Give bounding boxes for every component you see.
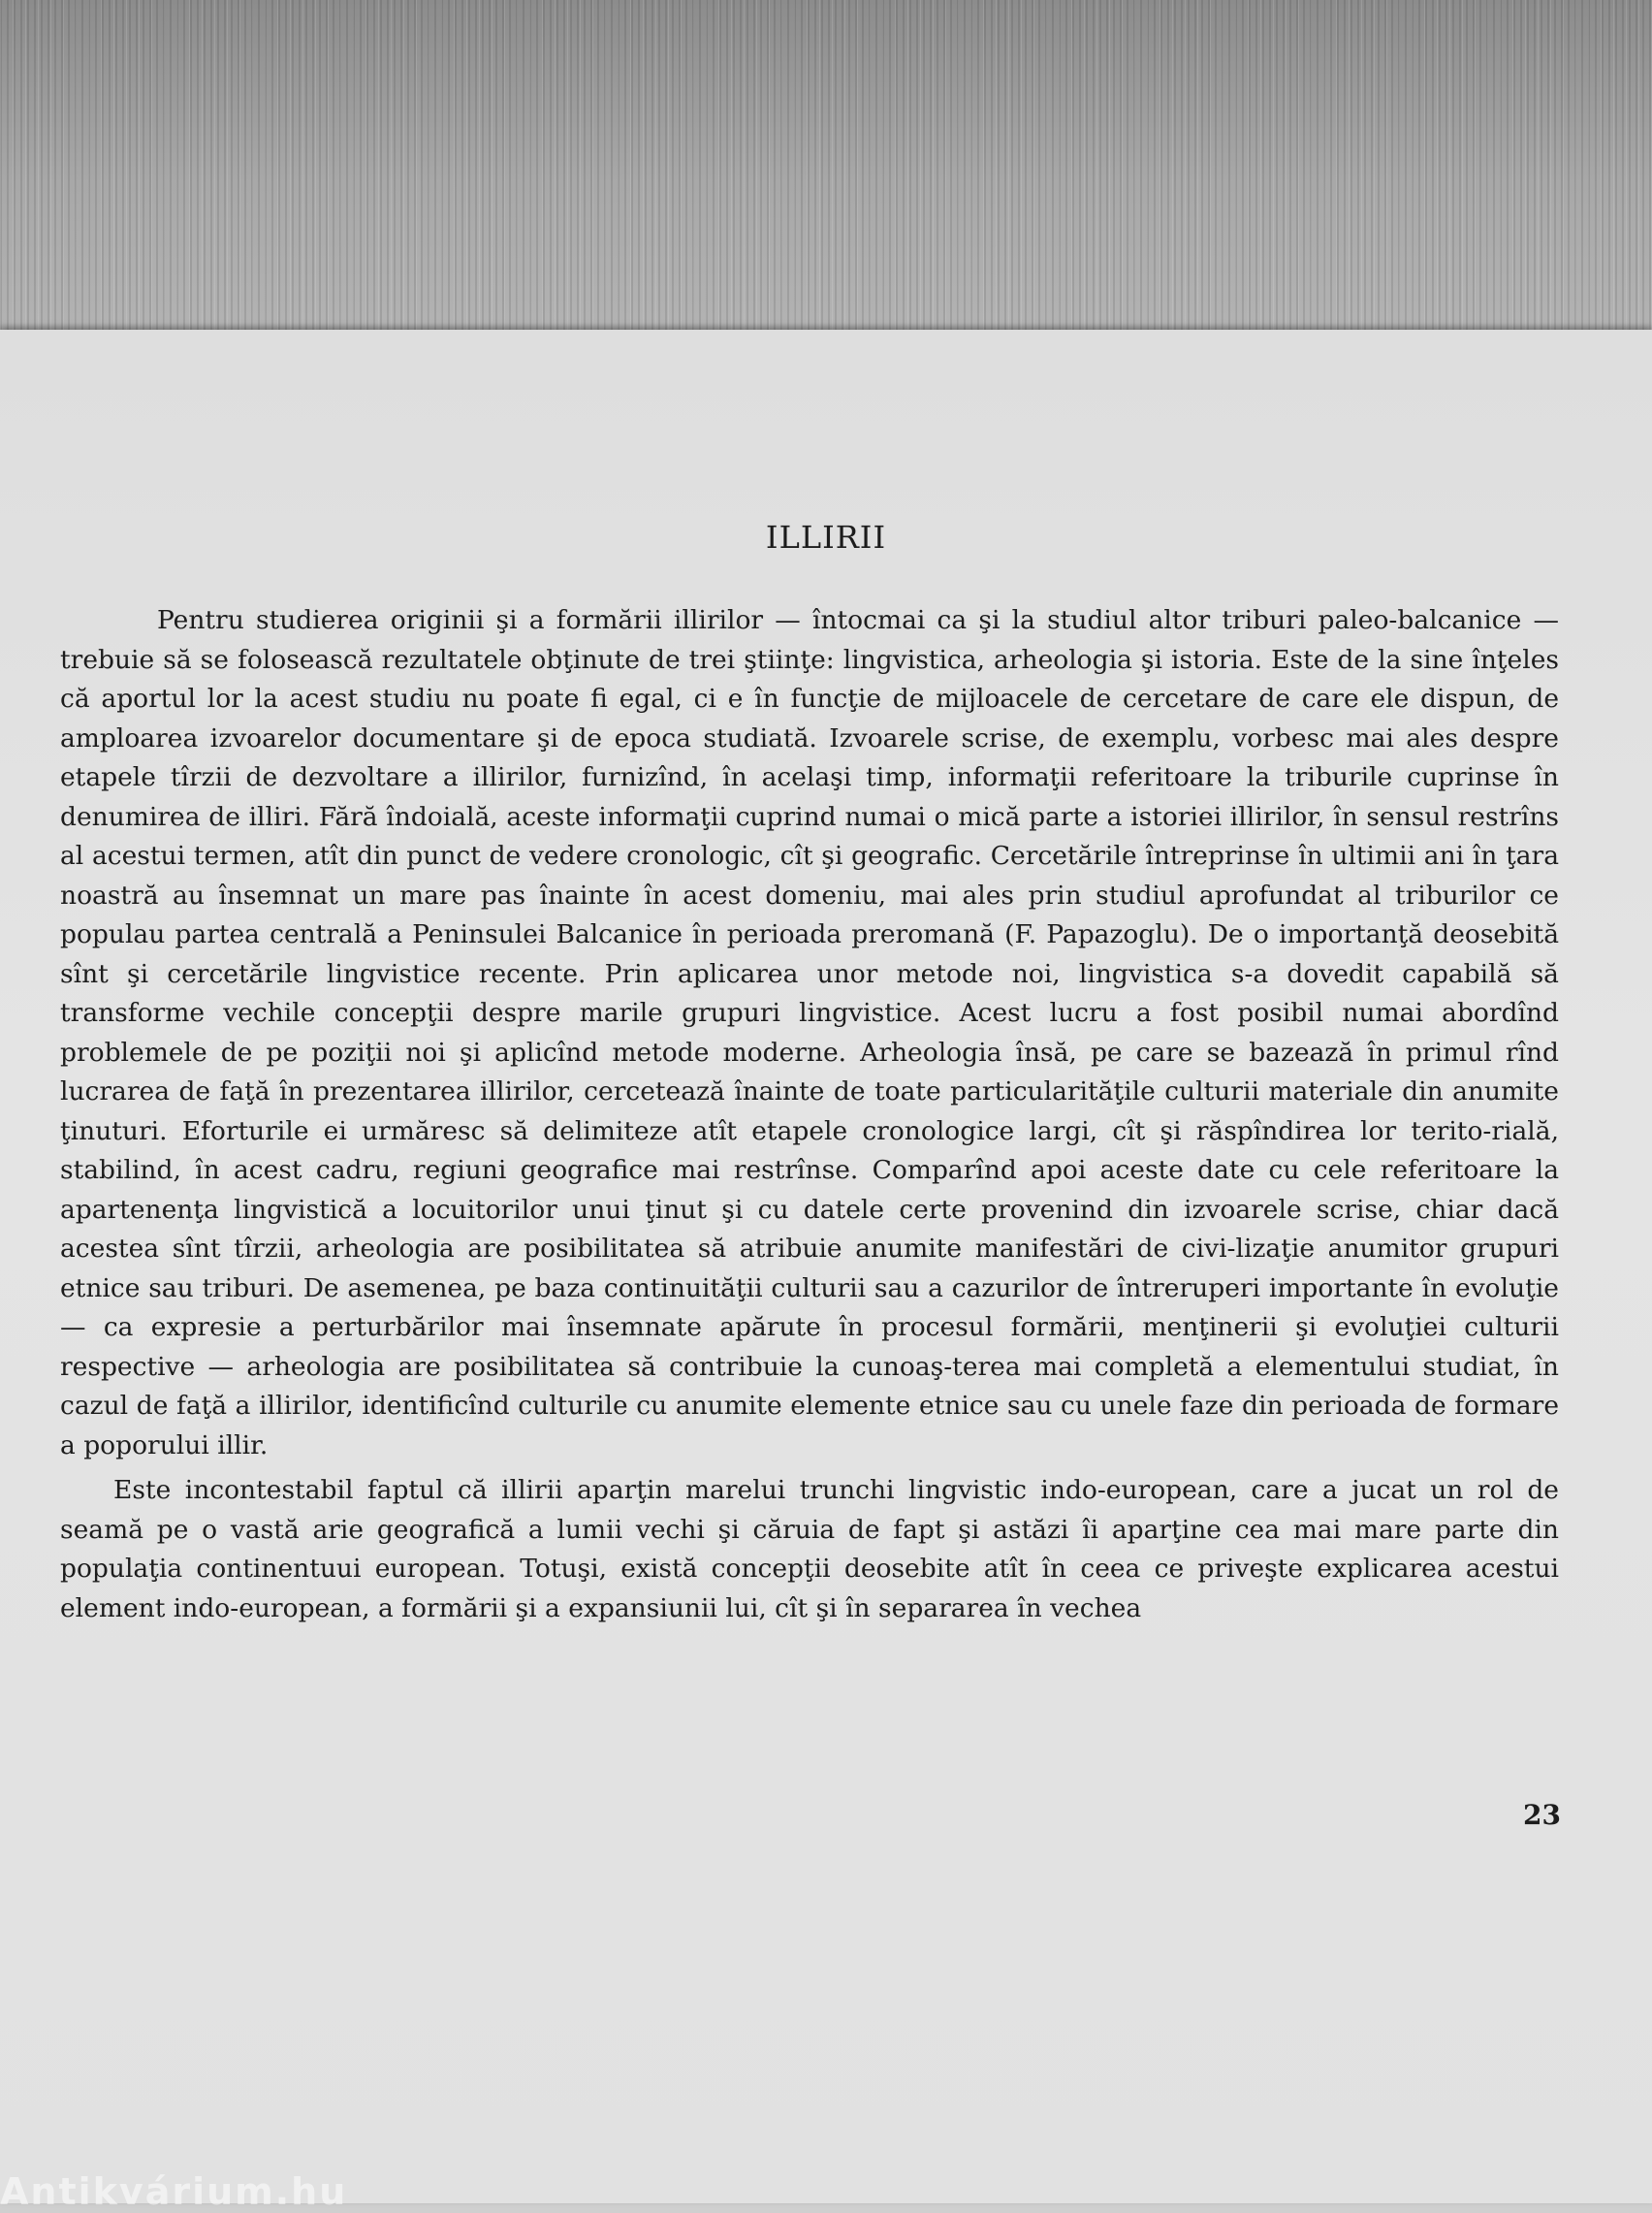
watermark: Antikvárium.hu	[0, 2170, 348, 2213]
bleed-through-text	[60, 199, 1553, 238]
page-number: 23	[1523, 1799, 1561, 1831]
background-surface	[0, 0, 1652, 335]
body-text	[60, 601, 1559, 1628]
page-title: ILLIRII	[765, 519, 887, 556]
paragraph-2: Este incontestabil faptul că illirii aparţin marelui trunchi lingvistic indo-european, care a jucat un rol de seamă pe o vastă arie geografică a lumii vechi şi căruia de fapt şi astăzi îi aparţine cea mai mare parte din populaţia continentuui european. Totuşi, există concepţii deosebite atît în ceea ce priveşte explicarea acestui element indo-european, a formării şi a expansiunii lui, cît şi în separarea în vechea	[60, 1475, 1559, 1623]
paragraph-1: Pentru studierea originii şi a formării illirilor — întocmai ca şi la studiul altor triburi paleo-balcanice — trebuie să se folosească rezultatele obţinute de trei ştiinţe: lingvistica, arheologia şi istoria. Este de la sine înţeles că aportul lor la acest studiu nu poate fi egal, ci e în funcţie de mijloacele de cercetare de care ele dispun, de amploarea izvoarelor documentare şi de epoca studiată. Izvoarele scrise, de exemplu, vorbesc mai ales despre etapele tîrzii de dezvoltare a illirilor, furnizînd, în acelaşi timp, informaţii referitoare la triburile cuprinse în denumirea de illiri. Fără îndoială, aceste informaţii cuprind numai o mică parte a istoriei illirilor, în sensul restrîns al acestui termen, atît din punct de vedere cronologic, cît şi geografic. Cercetările întreprinse în ultimii ani în ţara noastră au însemnat un mare pas înainte în acest domeniu, mai ales prin studiul aprofundat al triburilor ce populau partea centrală a Peninsulei Balcanice în perioada preromană (F. Papazoglu). De o importanţă deosebită sînt şi cercetările lingvistice recente. Prin aplicarea unor metode noi, lingvistica s-a dovedit capabilă să transforme vechile concepţii despre marile grupuri lingvistice. Acest lucru a fost posibil numai abordînd problemele de pe poziţii noi şi aplicînd metode moderne. Arheologia însă, pe care se bazează în primul rînd lucrarea de faţă în prezentarea illirilor, cercetează înainte de toate particularităţile culturii materiale din anumite ţinuturi. Eforturile ei urmăresc să delimiteze atît etapele cronologice largi, cît şi răspîndirea lor terito-rială, stabilind, în acest cadru, regiuni geografice mai restrînse. Comparînd apoi aceste date cu cele referitoare la apartenenţa lingvistică a locuitorilor unui ţinut şi cu datele certe provenind din izvoarele scrise, chiar dacă acestea sînt tîrzii, arheologia are posibilitatea să atribuie anumite manifestări de civi-lizaţie anumitor grupuri etnice sau triburi. De asemenea, pe baza continuităţii culturii sau a cazurilor de întreruperi importante în evoluţie — ca expresie a perturbărilor mai însemnate apărute în procesul formării, menţinerii şi evoluţiei culturii respective — arheologia are posibilitatea să contribuie la cunoaş-terea mai completă a elementului studiat, în cazul de faţă a illirilor, identificînd culturile cu anumite elemente etnice sau cu unele faze din perioada de formare a poporului illir.	[60, 605, 1559, 1460]
